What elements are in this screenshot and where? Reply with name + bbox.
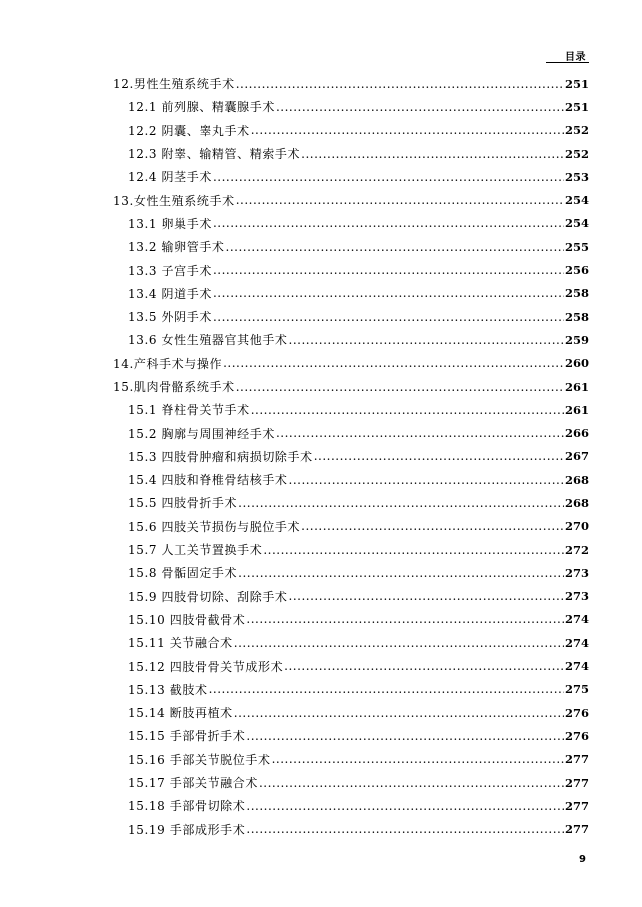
toc-entry-page: 274 <box>564 635 589 650</box>
toc-entry[interactable] <box>113 794 589 817</box>
toc-entry[interactable] <box>113 608 589 631</box>
toc-entry-label: 15.12 四肢骨骨关节成形术 <box>128 659 284 674</box>
dot-leader <box>213 217 564 229</box>
toc-entry-page: 268 <box>564 472 589 487</box>
toc-entry[interactable] <box>113 771 589 794</box>
toc-entry[interactable] <box>113 165 589 188</box>
toc-entry[interactable] <box>113 515 589 538</box>
toc-entry[interactable] <box>113 468 589 491</box>
toc-entry-page: 261 <box>564 402 589 417</box>
dot-leader <box>234 707 564 719</box>
header-rule <box>546 62 589 63</box>
toc-entry[interactable] <box>113 631 589 654</box>
toc-entry-label: 12.3 附睾、输精管、精索手术 <box>128 147 301 162</box>
dot-leader <box>246 613 564 625</box>
toc-entry-page: 273 <box>564 589 589 604</box>
toc-entry-label: 12.1 前列腺、精囊腺手术 <box>128 100 275 115</box>
toc-entry-label: 15.18 手部骨切除术 <box>128 799 246 814</box>
dot-leader <box>213 264 564 276</box>
toc-entry[interactable] <box>113 305 589 328</box>
toc-entry[interactable] <box>113 445 589 468</box>
toc-entry-page: 255 <box>564 239 589 254</box>
dot-leader <box>236 78 564 90</box>
dot-leader <box>276 101 564 113</box>
toc-entry[interactable] <box>113 585 589 608</box>
dot-leader <box>238 567 564 579</box>
toc-entry[interactable] <box>113 72 589 95</box>
dot-leader <box>314 450 564 462</box>
toc-entry-page: 277 <box>564 775 589 790</box>
dot-leader <box>276 427 564 439</box>
toc-entry[interactable] <box>113 188 589 211</box>
running-header-title: 目录 <box>565 52 586 63</box>
toc-entry-page: 277 <box>564 822 589 837</box>
toc-entry-label: 13.2 输卵管手术 <box>128 240 225 255</box>
toc-entry-label: 15.2 胸廓与周围神经手术 <box>128 426 275 441</box>
dot-leader <box>213 287 564 299</box>
toc-entry[interactable] <box>113 328 589 351</box>
toc-entry[interactable] <box>113 561 589 584</box>
toc-entry-page: 254 <box>564 216 589 231</box>
toc-entry-label: 12.2 阴囊、睾丸手术 <box>128 123 250 138</box>
dot-leader <box>226 241 564 253</box>
toc-entry-page: 254 <box>564 193 589 208</box>
toc-entry-label: 15.3 四肢骨肿瘤和病损切除手术 <box>128 449 313 464</box>
toc-entry[interactable] <box>113 421 589 444</box>
toc-entry-page: 256 <box>564 263 589 278</box>
toc-entry[interactable] <box>113 724 589 747</box>
toc-entry-label: 12.4 阴茎手术 <box>128 170 212 185</box>
dot-leader <box>234 637 564 649</box>
toc-entry[interactable] <box>113 212 589 235</box>
toc-entry-label: 15.1 脊柱骨关节手术 <box>128 403 250 418</box>
dot-leader <box>246 800 564 812</box>
dot-leader <box>301 148 564 160</box>
toc-entry-page: 274 <box>564 612 589 627</box>
toc-entry-page: 261 <box>564 379 589 394</box>
toc-entry-page: 268 <box>564 495 589 510</box>
table-of-contents <box>113 72 589 841</box>
dot-leader <box>223 357 564 369</box>
dot-leader <box>209 683 564 695</box>
toc-entry-page: 252 <box>564 146 589 161</box>
dot-leader <box>284 660 564 672</box>
toc-entry-page: 253 <box>564 169 589 184</box>
dot-leader <box>263 544 564 556</box>
dot-leader <box>236 194 564 206</box>
toc-entry-page: 267 <box>564 449 589 464</box>
dot-leader <box>238 497 564 509</box>
dot-leader <box>259 777 564 789</box>
dot-leader <box>289 334 564 346</box>
toc-entry-label: 13.3 子宫手术 <box>128 263 212 278</box>
toc-entry-page: 252 <box>564 123 589 138</box>
dot-leader <box>251 124 564 136</box>
toc-entry-label: 13.女性生殖系统手术 <box>113 193 235 208</box>
toc-entry-label: 14.产科手术与操作 <box>113 356 223 371</box>
toc-entry-page: 270 <box>564 519 589 534</box>
toc-entry[interactable] <box>113 282 589 305</box>
toc-entry-page: 258 <box>564 286 589 301</box>
dot-leader <box>272 753 564 765</box>
dot-leader <box>246 823 564 835</box>
page-number: 9 <box>579 854 586 865</box>
toc-entry[interactable] <box>113 235 589 258</box>
toc-entry-label: 15.7 人工关节置换手术 <box>128 543 263 558</box>
toc-entry[interactable] <box>113 375 589 398</box>
toc-entry-label: 15.16 手部关节脱位手术 <box>128 752 271 767</box>
toc-entry-label: 15.17 手部关节融合术 <box>128 776 258 791</box>
toc-entry-label: 15.14 断肢再植术 <box>128 706 233 721</box>
dot-leader <box>246 730 564 742</box>
dot-leader <box>213 311 564 323</box>
dot-leader <box>289 590 564 602</box>
toc-entry[interactable] <box>113 142 589 165</box>
toc-entry-page: 273 <box>564 565 589 580</box>
toc-entry[interactable] <box>113 748 589 771</box>
dot-leader <box>301 520 564 532</box>
toc-entry-page: 277 <box>564 798 589 813</box>
toc-entry-page: 258 <box>564 309 589 324</box>
toc-entry-label: 13.6 女性生殖器官其他手术 <box>128 333 288 348</box>
toc-entry[interactable] <box>113 398 589 421</box>
toc-entry-page: 276 <box>564 705 589 720</box>
dot-leader <box>289 474 564 486</box>
toc-entry-label: 13.4 阴道手术 <box>128 286 212 301</box>
toc-entry-page: 274 <box>564 659 589 674</box>
toc-entry-page: 277 <box>564 752 589 767</box>
toc-entry[interactable] <box>113 352 589 375</box>
toc-entry-page: 272 <box>564 542 589 557</box>
toc-entry-label: 15.5 四肢骨折手术 <box>128 496 238 511</box>
toc-entry-page: 266 <box>564 426 589 441</box>
toc-entry[interactable] <box>113 95 589 118</box>
toc-entry-page: 259 <box>564 332 589 347</box>
toc-entry-page: 276 <box>564 728 589 743</box>
toc-entry[interactable] <box>113 678 589 701</box>
toc-entry-label: 13.5 外阴手术 <box>128 310 212 325</box>
toc-entry-page: 251 <box>564 99 589 114</box>
toc-entry-label: 15.4 四肢和脊椎骨结核手术 <box>128 473 288 488</box>
toc-entry-label: 15.11 关节融合术 <box>128 636 233 651</box>
toc-entry-label: 15.13 截肢术 <box>128 682 208 697</box>
toc-entry[interactable] <box>113 119 589 142</box>
toc-entry[interactable] <box>113 701 589 724</box>
toc-entry-label: 15.10 四肢骨截骨术 <box>128 612 246 627</box>
toc-entry-label: 15.8 骨骺固定手术 <box>128 566 238 581</box>
toc-entry-page: 275 <box>564 682 589 697</box>
toc-entry-label: 15.肌肉骨骼系统手术 <box>113 380 235 394</box>
toc-entry[interactable] <box>113 258 589 281</box>
toc-entry[interactable] <box>113 654 589 677</box>
dot-leader <box>251 404 564 416</box>
toc-entry-label: 12.男性生殖系统手术 <box>113 77 235 92</box>
toc-entry-label: 15.6 四肢关节损伤与脱位手术 <box>128 519 301 534</box>
dot-leader <box>213 171 564 183</box>
toc-entry[interactable] <box>113 818 589 841</box>
toc-entry-label: 15.19 手部成形手术 <box>128 822 246 837</box>
toc-entry[interactable] <box>113 491 589 514</box>
toc-entry-label: 15.15 手部骨折手术 <box>128 729 246 744</box>
dot-leader <box>236 381 564 393</box>
toc-entry-page: 251 <box>564 76 589 91</box>
toc-entry-label: 13.1 卵巢手术 <box>128 216 212 231</box>
toc-entry[interactable] <box>113 538 589 561</box>
toc-entry-page: 260 <box>564 356 589 371</box>
toc-entry-label: 15.9 四肢骨切除、刮除手术 <box>128 589 288 604</box>
